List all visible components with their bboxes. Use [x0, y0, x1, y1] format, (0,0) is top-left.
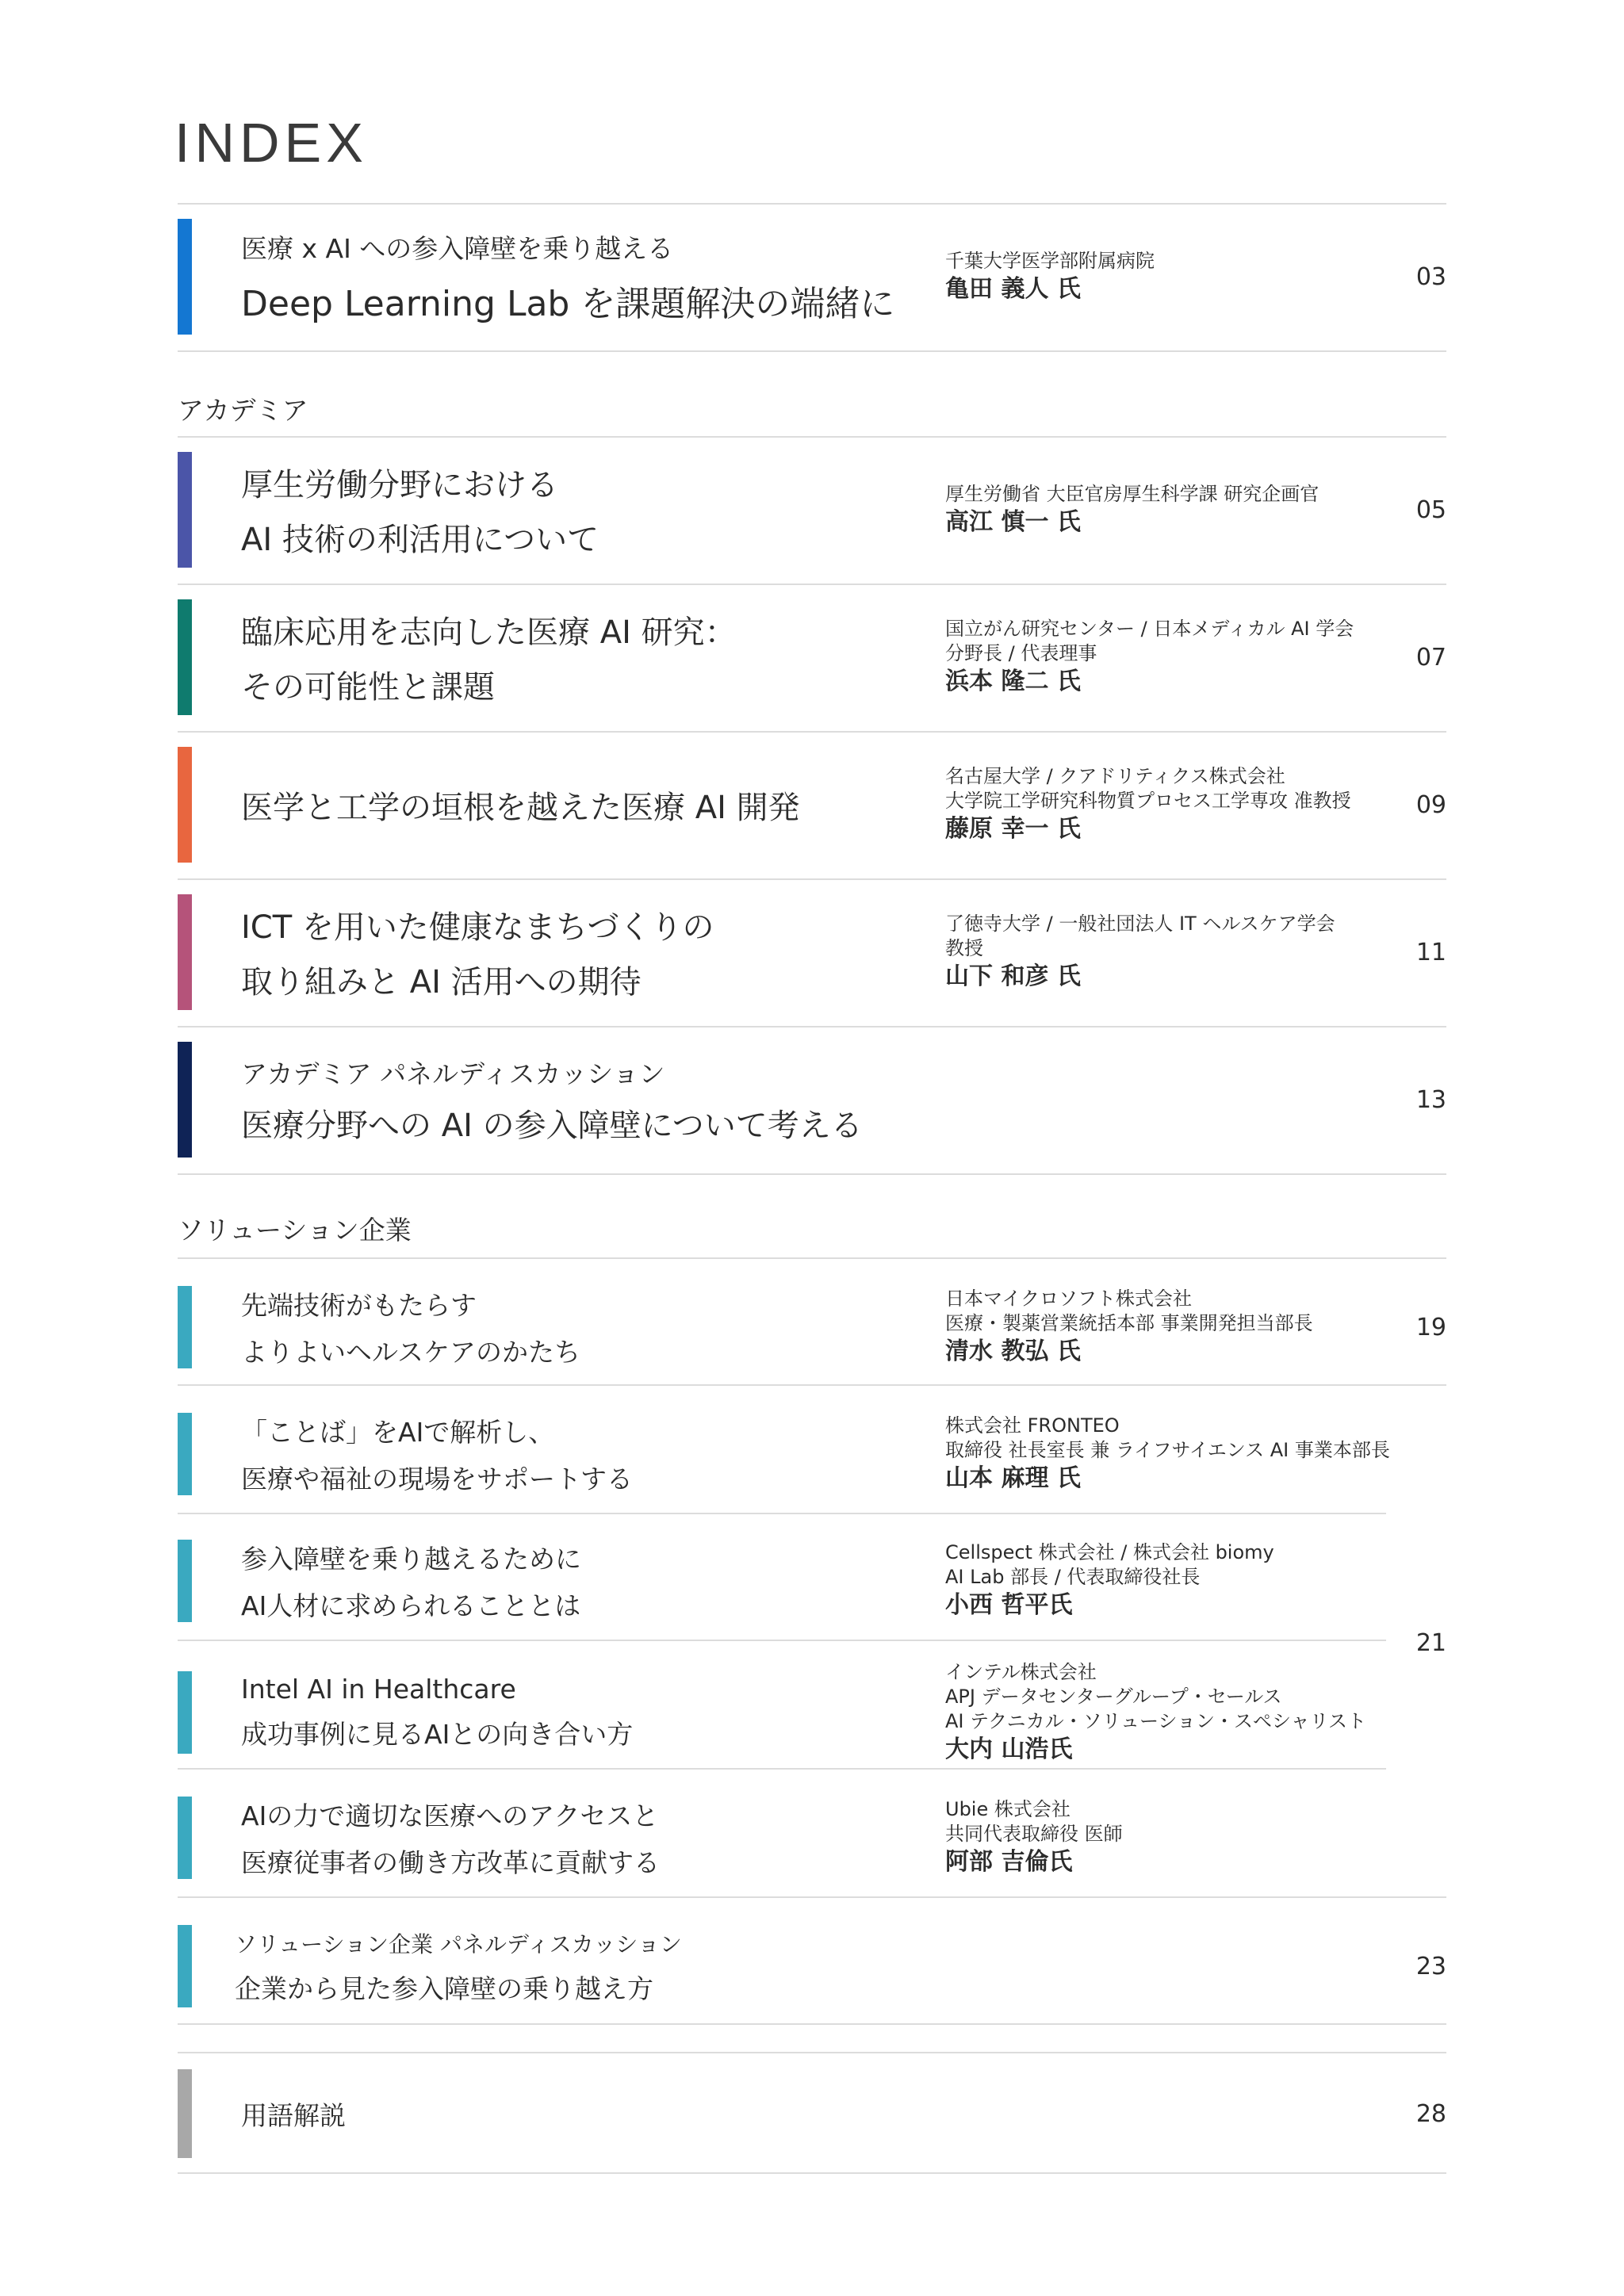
entry-title-line: AIの力で適切な医療へのアクセスと	[241, 1800, 659, 1831]
divider	[178, 731, 1446, 733]
toc-entry[interactable]	[178, 1651, 1383, 1774]
entry-title-line: 企業から見た参入障壁の乗り越え方	[235, 1973, 653, 2004]
toc-entry[interactable]	[178, 599, 1446, 715]
toc-entry-intro[interactable]	[178, 219, 1446, 335]
entry-title-line: 参入障壁を乗り越えるために	[241, 1544, 581, 1575]
author-affiliation: Cellspect 株式会社 / 株式会社 biomy	[945, 1541, 1274, 1563]
entry-title-line: 医療や福祉の現場をサポートする	[241, 1464, 634, 1494]
author-affiliation: 取締役 社長室長 兼 ライフサイエンス AI 事業本部長	[945, 1439, 1390, 1461]
author-affiliation: 株式会社 FRONTEO	[945, 1414, 1120, 1437]
page-number: 23	[1415, 1952, 1446, 1980]
entry-title-line: Intel AI in Healthcare	[241, 1674, 516, 1705]
divider	[178, 1026, 1446, 1027]
toc-entry[interactable]	[178, 452, 1446, 568]
page-number: 19	[1415, 1313, 1446, 1341]
author-affiliation: 医療・製薬営業統括本部 事業開発担当部長	[945, 1312, 1313, 1334]
author-affiliation: AI テクニカル・ソリューション・スペシャリスト	[945, 1709, 1367, 1732]
entry-title-line: AI 技術の利活用について	[241, 522, 599, 558]
toc-entry-panel[interactable]	[178, 1909, 1446, 2023]
color-bar	[178, 1413, 192, 1495]
color-bar	[178, 1286, 192, 1368]
color-bar	[178, 1797, 192, 1879]
page-number: 11	[1415, 938, 1446, 966]
divider	[178, 350, 1446, 352]
entry-title-line: よりよいヘルスケアのかたち	[241, 1337, 581, 1368]
entry-title-line: 取り組みと AI 活用への期待	[241, 964, 642, 1001]
divider	[178, 1257, 1446, 1259]
divider	[178, 1896, 1446, 1898]
entry-subtitle: アカデミア パネルディスカッション	[241, 1058, 665, 1089]
author-name: 清水 教弘 氏	[945, 1337, 1081, 1365]
color-bar	[178, 1925, 192, 2007]
page-number: 09	[1415, 790, 1446, 819]
entry-title-line: 「ことば」をAIで解析し、	[241, 1417, 555, 1448]
divider	[178, 436, 1446, 438]
entry-title-line: ICT を用いた健康なまちづくりの	[241, 909, 714, 946]
author-affiliation: 共同代表取締役 医師	[945, 1823, 1123, 1845]
toc-entry[interactable]	[178, 894, 1446, 1010]
author-name: 小西 哲平氏	[945, 1591, 1073, 1619]
page-title: INDEX	[174, 112, 368, 174]
author-affiliation: 厚生労働省 大臣官房厚生科学課 研究企画官	[945, 482, 1320, 505]
divider	[178, 1768, 1386, 1770]
author-name: 高江 慎一 氏	[945, 507, 1081, 536]
author-affiliation: 了徳寺大学 / 一般社団法人 IT ヘルスケア学会	[945, 913, 1335, 935]
color-bar	[178, 894, 192, 1010]
divider	[178, 1513, 1386, 1514]
divider	[178, 203, 1446, 205]
entry-title-line: その可能性と課題	[241, 669, 495, 706]
page-number: 13	[1415, 1085, 1446, 1114]
color-bar	[178, 219, 192, 335]
toc-entry[interactable]	[178, 747, 1446, 863]
author-affiliation: 千葉大学医学部附属病院	[945, 249, 1155, 272]
divider	[178, 2023, 1446, 2025]
toc-entry[interactable]	[178, 1270, 1446, 1384]
divider	[178, 1640, 1386, 1641]
page-number: 07	[1415, 643, 1446, 672]
group-page-number: 21	[1415, 1628, 1446, 1657]
author-name: 亀田 義人 氏	[945, 274, 1081, 303]
author-name: 大内 山浩氏	[945, 1735, 1073, 1763]
author-affiliation: 教授	[945, 937, 983, 959]
color-bar	[178, 599, 192, 715]
author-affiliation: インテル株式会社	[945, 1660, 1097, 1683]
entry-subtitle: ソリューション企業 パネルディスカッション	[235, 1931, 682, 1957]
divider	[178, 2172, 1446, 2174]
page-number: 03	[1415, 262, 1446, 291]
author-name: 阿部 吉倫氏	[945, 1848, 1073, 1876]
divider	[178, 584, 1446, 585]
toc-entry-glossary[interactable]	[178, 2064, 1446, 2163]
entry-title-line: 臨床応用を志向した医療 AI 研究：	[241, 614, 737, 651]
section-heading-solution: ソリューション企業	[178, 1215, 412, 1246]
color-bar	[178, 452, 192, 568]
divider	[178, 1173, 1446, 1175]
author-affiliation: 日本マイクロソフト株式会社	[945, 1288, 1193, 1310]
entry-title-line: 医学と工学の垣根を越えた医療 AI 開発	[241, 789, 800, 826]
entry-title-line: 厚生労働分野における	[241, 467, 558, 503]
author-affiliation: 分野長 / 代表理事	[945, 642, 1097, 664]
page-number: 28	[1415, 2099, 1446, 2128]
author-affiliation: APJ データセンターグループ・セールス	[945, 1685, 1282, 1708]
toc-entry[interactable]	[178, 1781, 1383, 1895]
author-name: 浜本 隆二 氏	[945, 668, 1081, 695]
section-heading-academia: アカデミア	[178, 395, 308, 426]
author-name: 山下 和彦 氏	[945, 962, 1081, 990]
page-number: 05	[1415, 496, 1446, 524]
entry-title-line: AI人材に求められることとは	[241, 1590, 581, 1621]
author-affiliation: 国立がん研究センター / 日本メディカル AI 学会	[945, 618, 1354, 640]
color-bar	[178, 1671, 192, 1754]
divider	[178, 1384, 1446, 1386]
entry-title-line: 用語解説	[241, 2099, 346, 2131]
author-affiliation: AI Lab 部長 / 代表取締役社長	[945, 1566, 1201, 1588]
entry-title-line: 成功事例に見るAIとの向き合い方	[241, 1719, 634, 1750]
toc-entry[interactable]	[178, 1524, 1383, 1638]
toc-entry-panel[interactable]	[178, 1042, 1446, 1158]
author-name: 山本 麻理 氏	[945, 1464, 1081, 1492]
entry-title-line: 医療 x AI への参入障壁を乗り越える	[241, 232, 674, 264]
entry-title-line: 先端技術がもたらす	[241, 1290, 477, 1321]
color-bar	[178, 1540, 192, 1622]
color-bar	[178, 1042, 192, 1158]
author-name: 藤原 幸一 氏	[945, 815, 1081, 843]
entry-title-line: 医療従事者の働き方改革に貢献する	[241, 1847, 660, 1878]
entry-title-line: 医療分野への AI の参入障壁について考える	[241, 1108, 863, 1144]
color-bar	[178, 747, 192, 863]
divider	[178, 878, 1446, 880]
toc-entry[interactable]	[178, 1397, 1390, 1511]
author-affiliation: 名古屋大学 / クアドリティクス株式会社	[945, 765, 1285, 787]
color-bar	[178, 2069, 192, 2158]
divider	[178, 2052, 1446, 2053]
author-affiliation: Ubie 株式会社	[945, 1798, 1071, 1820]
entry-title-line: Deep Learning Lab を課題解決の端緒に	[241, 283, 895, 324]
author-affiliation: 大学院工学研究科物質プロセス工学専攻 准教授	[945, 790, 1351, 812]
